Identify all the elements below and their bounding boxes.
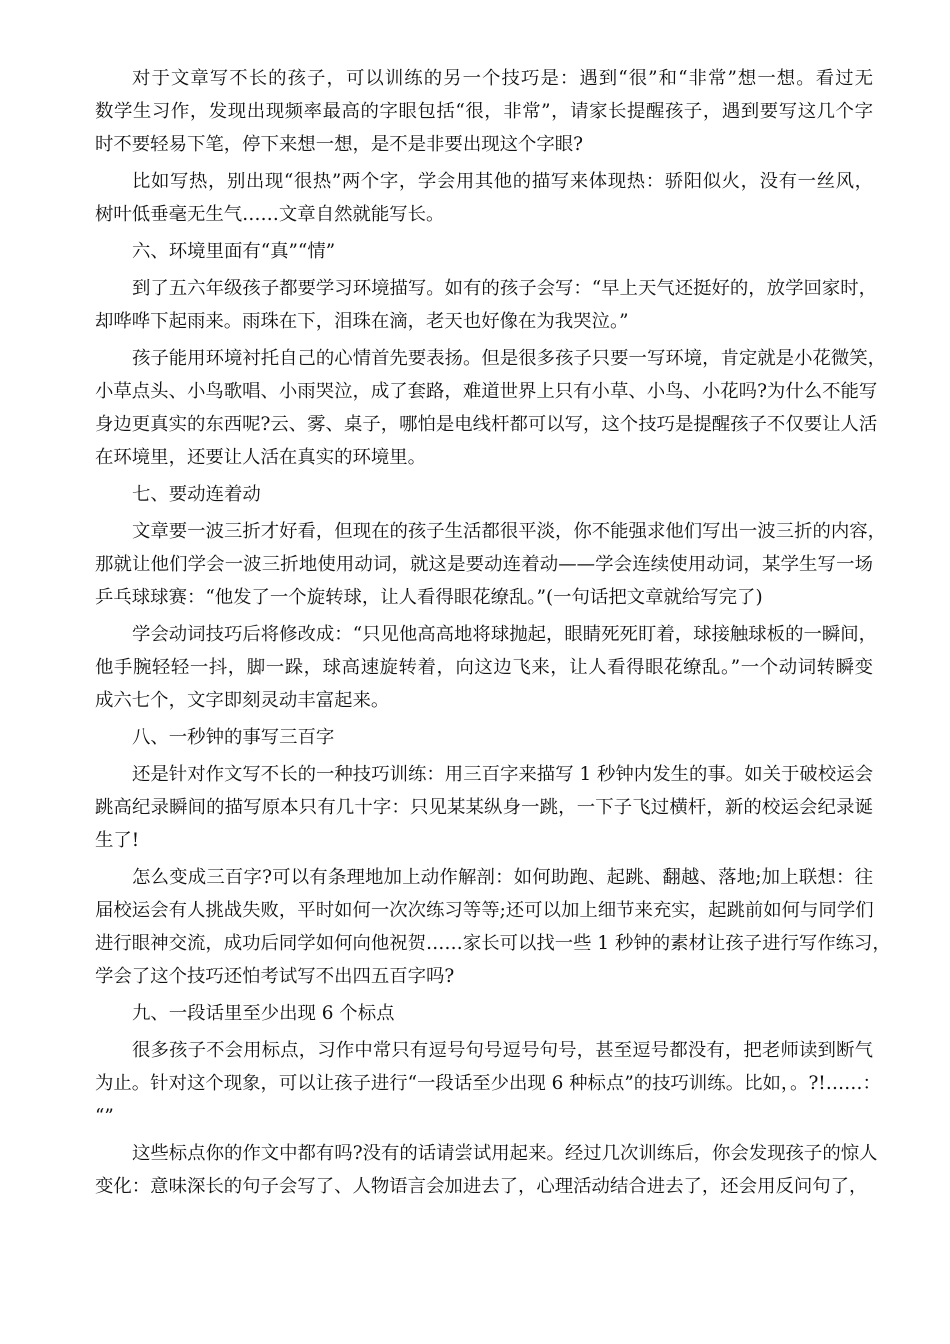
paragraph-line: 他手腕轻轻一抖，脚一跺，球高速旋转着，向这边飞来，让人看得眼花缭乱。”一个动词转瞬变 [95, 657, 873, 678]
paragraph-line: 孩子能用环境衬托自己的心情首先要表扬。但是很多孩子只要一写环境，肯定就是小花微笑， [132, 348, 887, 369]
document-page [95, 62, 891, 1207]
paragraph-line: 变化：意味深长的句子会写了、人物语言会加进去了，心理活动结合进去了，还会用反问句了， [95, 1176, 868, 1197]
paragraph-line: 还是针对作文写不长的一种技巧训练：用三百字来描写 1 秒钟内发生的事。如关于破校运会 [132, 764, 873, 785]
paragraph-line: 树叶低垂毫无生气……文章自然就能写长。 [95, 204, 445, 225]
paragraph-line: 时不要轻易下笔，停下来想一想，是不是非要出现这个字眼? [95, 134, 584, 155]
paragraph-line: 跳高纪录瞬间的描写原本只有几十字：只见某某纵身一跳，一下子飞过横杆，新的校运会纪录诞 [95, 797, 873, 818]
paragraph-line: “” [95, 1106, 114, 1127]
paragraph [95, 1137, 878, 1203]
paragraph-line: 到了五六年级孩子都要学习环境描写。如有的孩子会写：“早上天气还挺好的，放学回家时， [132, 278, 878, 299]
paragraph [95, 1034, 881, 1133]
section-heading: 九、一段话里至少出现 6 个标点 [132, 1003, 395, 1024]
paragraph-line: 文章要一波三折才好看，但现在的孩子生活都很平淡，你不能强求他们写出一波三折的内容， [132, 521, 887, 542]
section-heading: 六、环境里面有“真”“情” [132, 241, 336, 262]
paragraph [95, 515, 887, 614]
section-heading: 八、一秒钟的事写三百字 [132, 727, 335, 748]
paragraph-line: 比如写热，别出现“很热”两个字，学会用其他的描写来体现热：骄阳似火，没有一丝风， [132, 171, 873, 192]
paragraph [95, 272, 878, 338]
paragraph-line: 却哗哗下起雨来。雨珠在下，泪珠在滴，老天也好像在为我哭泣。” [95, 311, 629, 332]
paragraph-line: 在环境里，还要让人活在真实的环境里。 [95, 447, 427, 468]
paragraph-line: 对于文章写不长的孩子，可以训练的另一个技巧是：遇到“很”和“非常”想一想。看过无 [132, 68, 873, 89]
paragraph-line: 学会动词技巧后将修改成：“只见他高高地将球抛起，眼睛死死盯着，球接触球板的一瞬间， [132, 624, 878, 645]
paragraph-line: 为止。针对这个现象，可以让孩子进行“一段话至少出现 6 种标点”的技巧训练。比如，。?!……： [95, 1073, 881, 1094]
paragraph-line: 数学生习作，发现出现频率最高的字眼包括“很，非常”，请家长提醒孩子，遇到要写这几个字 [95, 101, 873, 122]
paragraph-line: 很多孩子不会用标点，习作中常只有逗号句号逗号句号，甚至逗号都没有，把老师读到断气 [132, 1040, 873, 1061]
paragraph [95, 758, 873, 857]
paragraph-line: 学会了这个技巧还怕考试写不出四五百字吗? [95, 966, 455, 987]
paragraph-line: 进行眼神交流，成功后同学如何向他祝贺……家长可以找一些 1 秒钟的素材让孩子进行写作练习， [95, 933, 891, 954]
paragraph [95, 342, 887, 474]
paragraph-line: 生了! [95, 830, 140, 851]
paragraph-line: 怎么变成三百字?可以有条理地加上动作解剖：如何助跑、起跳、翻越、落地;加上联想：往 [132, 867, 873, 888]
paragraph [95, 165, 873, 231]
paragraph-line: 乒乓球球赛：“他发了一个旋转球，让人看得眼花缭乱。”(一句话把文章就给写完了) [95, 587, 763, 608]
section-heading: 七、要动连着动 [132, 484, 261, 505]
paragraph-line: 小草点头、小鸟歌唱、小雨哭泣，成了套路，难道世界上只有小草、小鸟、小花吗?为什么不能写 [95, 381, 878, 402]
paragraph [95, 861, 891, 993]
paragraph [95, 62, 873, 161]
paragraph [95, 618, 878, 717]
paragraph-line: 那就让他们学会一波三折地使用动词，就这是要动连着动——学会连续使用动词，某学生写一场 [95, 554, 873, 575]
paragraph-line: 届校运会有人挑战失败，平时如何一次次练习等等;还可以加上细节来充实，起跳前如何与同学们 [95, 900, 874, 921]
paragraph-line: 这些标点你的作文中都有吗?没有的话请尝试用起来。经过几次训练后，你会发现孩子的惊人 [132, 1143, 878, 1164]
paragraph-line: 身边更真实的东西呢?云、雾、桌子，哪怕是电线杆都可以写，这个技巧是提醒孩子不仅要让人活 [95, 414, 878, 435]
paragraph-line: 成六七个，文字即刻灵动丰富起来。 [95, 690, 390, 711]
